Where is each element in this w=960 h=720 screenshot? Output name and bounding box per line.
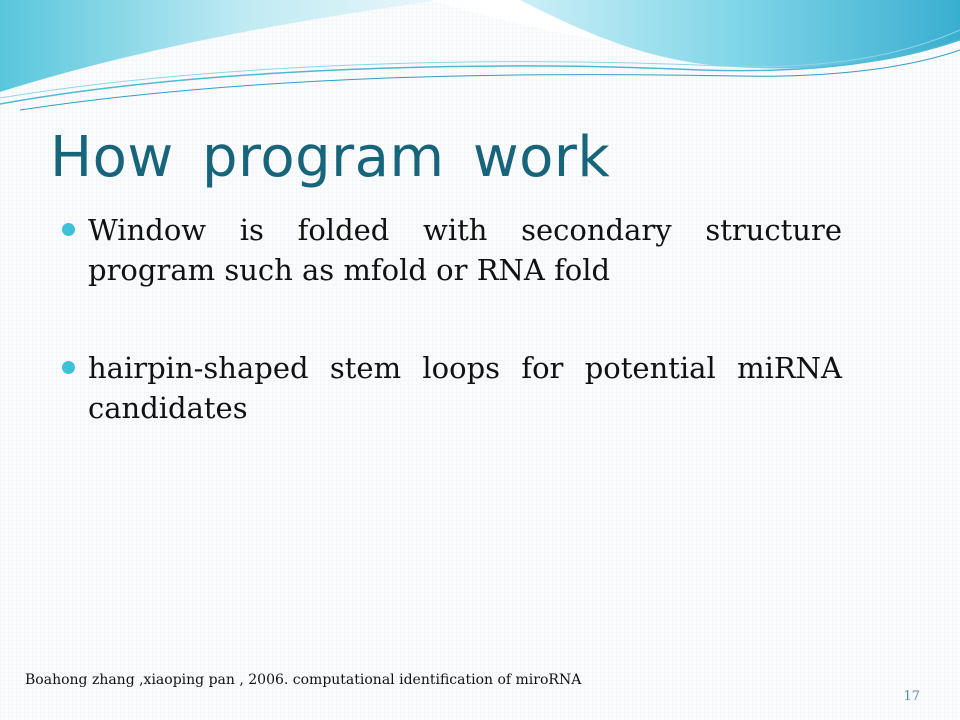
citation-footnote: Boahong zhang ,xiaoping pan , 2006. computational identification of miroRNA (25, 672, 582, 688)
bullet-dot-icon (62, 361, 75, 374)
header-wave-decoration (0, 0, 960, 120)
bullet-dot-icon (62, 223, 75, 236)
bullet-item (62, 210, 842, 290)
bullet-text: hairpin-shaped stem loops for potential miRNA candidates (88, 351, 842, 425)
page-number: 17 (903, 689, 920, 704)
bullet-text: Window is folded with secondary structure program such as mfold or RNA fold (88, 213, 842, 287)
bullet-item (62, 348, 842, 428)
slide-title: How program work (50, 125, 611, 190)
bullet-list (62, 210, 842, 486)
